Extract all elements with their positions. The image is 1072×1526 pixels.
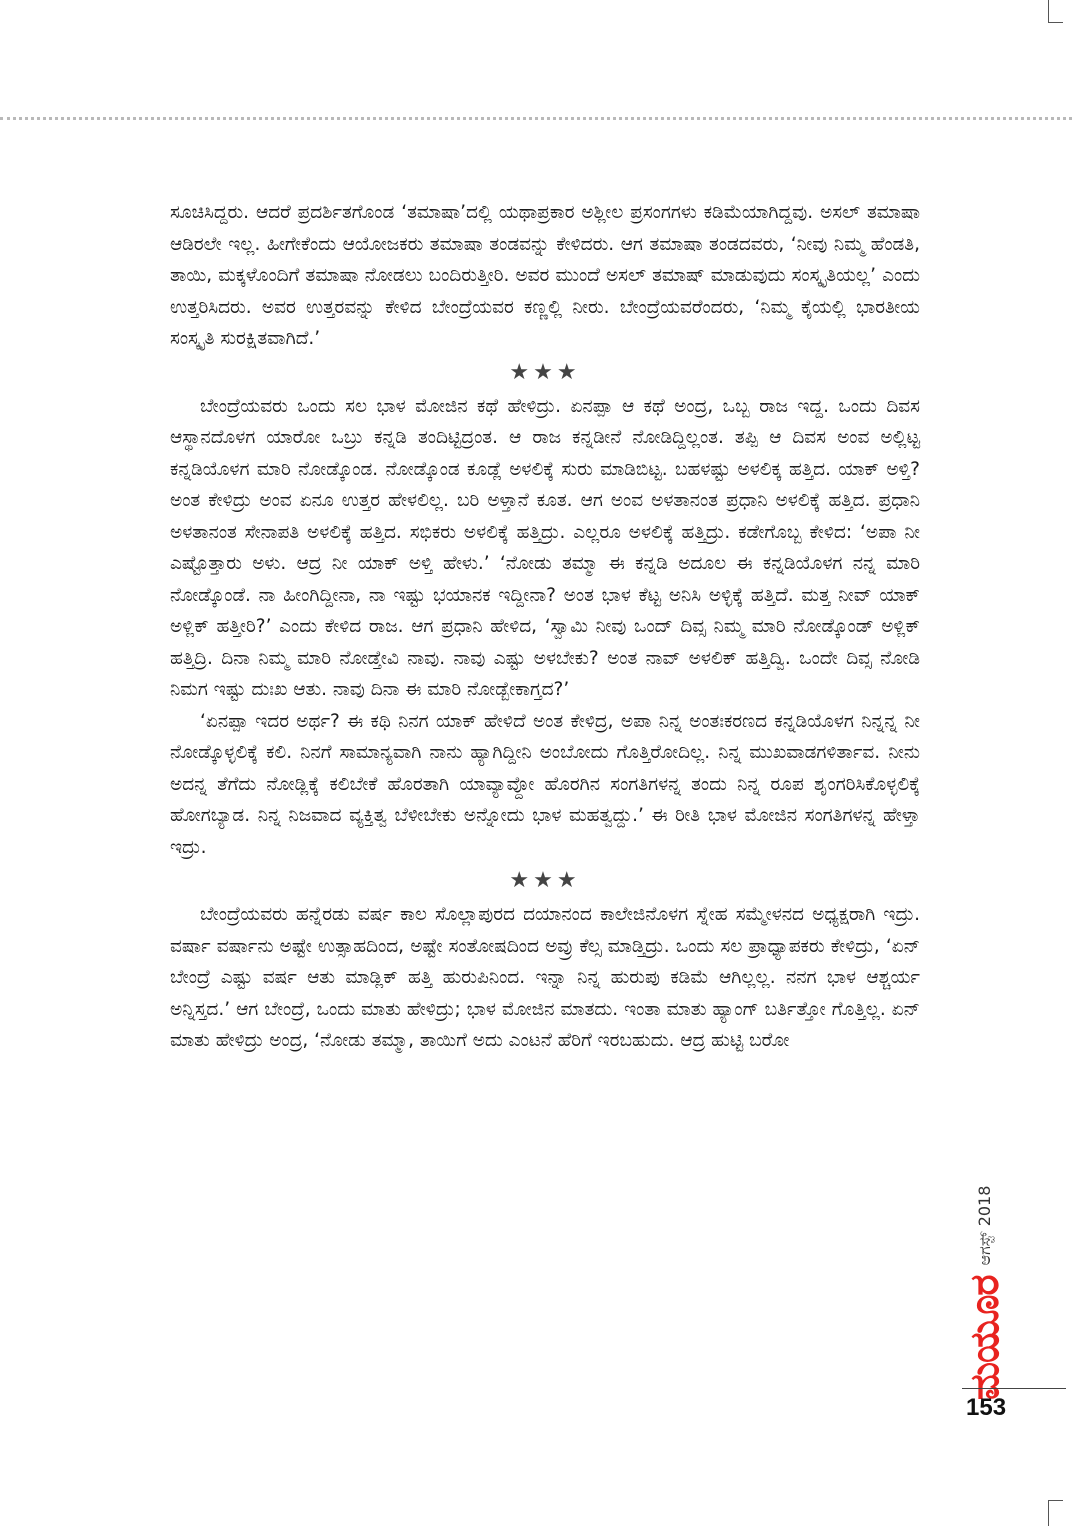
magazine-name: ಮಯೂರ <box>962 1275 1008 1400</box>
paragraph-2: ಬೇಂದ್ರೆಯವರು ಒಂದು ಸಲ ಭಾಳ ಮೋಜಿನ ಕಥೆ ಹೇಳಿದ್ರು. ಏನಪ್ಪಾ ಆ ಕಥೆ ಅಂದ್ರ, ಒಬ್ಬ ರಾಜ ಇದ್ದ. ಒಂದು ದಿವಸ ಆಸ್ಥಾನದೊಳಗ ಯಾರೋ ಒಬ್ರು ಕನ್ನಡಿ ತಂದಿಟ್ಟಿದ್ರಂತ. ಆ ರಾಜ ಕನ್ನಡೀನೆ ನೋಡಿದ್ದಿಲ್ಲಂತ. ತಪ್ಪಿ ಆ ದಿವಸ ಅಂವ ಅಲ್ಲಿಟ್ಟ ಕನ್ನಡಿಯೊಳಗ ಮಾರಿ ನೋಡ್ಕೊಂಡ. ನೋಡ್ಕೊಂಡ ಕೂಡ್ಲೆ ಅಳಲಿಕ್ಕೆ ಸುರು ಮಾಡಿಬಿಟ್ಟ. ಬಹಳಷ್ಟು ಅಳಲಿಕ್ಕ ಹತ್ತಿದ. ಯಾಕ್ ಅಳ್ತಿ? ಅಂತ ಕೇಳಿದ್ರು ಅಂವ ಏನೂ ಉತ್ತರ ಹೇಳಲಿಲ್ಲ. ಬರಿ ಅಳ್ತಾನೆ ಕೂತ. ಆಗ ಅಂವ ಅಳತಾನಂತ ಪ್ರಧಾನಿ ಅಳಲಿಕ್ಕೆ ಹತ್ತಿದ. ಪ್ರಧಾನಿ ಅಳತಾನಂತ ಸೇನಾಪತಿ ಅಳಲಿಕ್ಕೆ ಹತ್ತಿದ. ಸಭಿಕರು ಅಳಲಿಕ್ಕೆ ಹತ್ತಿದ್ರು. ಎಲ್ಲರೂ ಅಳಲಿಕ್ಕೆ ಹತ್ತಿದ್ರು. ಕಡೇಗೊಬ್ಬ ಕೇಳಿದ: ‘ಅಪಾ ನೀ ಎಷ್ಟೊತ್ತಾರು ಅಳು. ಆದ್ರ ನೀ ಯಾಕ್ ಅಳ್ತಿ ಹೇಳು.’ ‘ನೋಡು ತಮ್ಮಾ ಈ ಕನ್ನಡಿ ಅದೂಲ ಈ ಕನ್ನಡಿಯೊಳಗ ನನ್ನ ಮಾರಿ ನೋಡ್ಕೊಂಡೆ. ನಾ ಹೀಂಗಿದ್ದೀನಾ, ನಾ ಇಷ್ಟು ಭಯಾನಕ ಇದ್ದೀನಾ? ಅಂತ ಭಾಳ ಕೆಟ್ಟ ಅನಿಸಿ ಅಳ್ಳಿಕ್ಕೆ ಹತ್ತಿದೆ. ಮತ್ತ ನೀವ್ ಯಾಕ್ ಅಳ್ಲಿಕ್ ಹತ್ತೀರಿ?’ ಎಂದು ಕೇಳಿದ ರಾಜ. ಆಗ ಪ್ರಧಾನಿ ಹೇಳಿದ, ‘ಸ್ವಾಮಿ ನೀವು ಒಂದ್ ದಿವ್ಸ ನಿಮ್ಮ ಮಾರಿ ನೋಡ್ಕೊಂಡ್ ಅಳ್ಲಿಕ್ ಹತ್ತಿದ್ರಿ. ದಿನಾ ನಿಮ್ಮ ಮಾರಿ ನೋಡ್ತೇವಿ ನಾವು. ನಾವು ಎಷ್ಟು ಅಳಬೇಕು? ಅಂತ ನಾವ್ ಅಳಲಿಕ್ ಹತ್ತಿದ್ವಿ. ಒಂದೇ ದಿವ್ಸ ನೋಡಿ ನಿಮಗ ಇಷ್ಟು ದುಃಖ ಆತು. ನಾವು ದಿನಾ ಈ ಮಾರಿ ನೋಡ್ಬೇಕಾಗ್ತದ?’ <box>170 395 920 700</box>
magazine-side-label <box>962 1186 1008 1400</box>
page-number: 153 <box>966 1394 1007 1421</box>
paragraph-4: ಬೇಂದ್ರೆಯವರು ಹನ್ನೆರಡು ವರ್ಷ ಕಾಲ ಸೊಲ್ಲಾಪುರದ ದಯಾನಂದ ಕಾಲೇಜಿನೊಳಗ ಸ್ನೇಹ ಸಮ್ಮೇಳನದ ಅಧ್ಯಕ್ಷರಾಗಿ ಇದ್ರು. ವರ್ಷಾ ವರ್ಷಾನು ಅಷ್ಟೇ ಉತ್ಸಾಹದಿಂದ, ಅಷ್ಟೇ ಸಂತೋಷದಿಂದ ಅವ್ರು ಕೆಲ್ಸ ಮಾಡ್ತಿದ್ರು. ಒಂದು ಸಲ ಪ್ರಾಧ್ಯಾಪಕರು ಕೇಳಿದ್ರು, ‘ಏನ್ ಬೇಂದ್ರೆ ಎಷ್ಟು ವರ್ಷ ಆತು ಮಾಡ್ಲಿಕ್ ಹತ್ತಿ ಹುರುಪಿನಿಂದ. ಇನ್ನಾ ನಿನ್ನ ಹುರುಪು ಕಡಿಮೆ ಆಗಿಲ್ಲಲ್ಲ. ನನಗ ಭಾಳ ಆಶ್ಚರ್ಯ ಅನ್ನಿಸ್ತದ.’ ಆಗ ಬೇಂದ್ರೆ, ಒಂದು ಮಾತು ಹೇಳಿದ್ರು; ಭಾಳ ಮೋಜಿನ ಮಾತದು. ಇಂತಾ ಮಾತು ಹ್ಯಾಂಗ್ ಬರ್ತಿತ್ತೋ ಗೊತ್ತಿಲ್ಲ. ಏನ್ ಮಾತು ಹೇಳಿದ್ರು ಅಂದ್ರ, ‘ನೋಡು ತಮ್ಮಾ, ತಾಯಿಗೆ ಅದು ಎಂಟನೆ ಹೆರಿಗೆ ಇರಬಹುದು. ಆದ್ರ ಹುಟ್ಟಿ ಬರೋ <box>170 904 920 1051</box>
crop-mark-bottom <box>1048 1500 1063 1526</box>
crop-mark-top <box>1048 0 1063 23</box>
page-number-rule <box>962 1388 1066 1389</box>
section-separator-1: ★★★ <box>509 359 581 385</box>
paragraph-3: ‘ಏನಪ್ಪಾ ಇದರ ಅರ್ಥ? ಈ ಕಥಿ ನಿನಗ ಯಾಕ್ ಹೇಳಿದೆ ಅಂತ ಕೇಳಿದ್ರ, ಅಪಾ ನಿನ್ನ ಅಂತಃಕರಣದ ಕನ್ನಡಿಯೊಳಗ ನಿನ್ನನ್ನ ನೀ ನೋಡ್ಕೊಳ್ಳಲಿಕ್ಕೆ ಕಲಿ. ನಿನಗೆ ಸಾಮಾನ್ಯವಾಗಿ ನಾನು ಹ್ಯಾಗಿದ್ದೀನಿ ಅಂಬೋದು ಗೊತ್ತಿರೋದಿಲ್ಲ. ನಿನ್ನ ಮುಖವಾಡಗಳಿರ್ತಾವ. ನೀನು ಅದನ್ನ ತೆಗೆದು ನೋಡ್ಲಿಕ್ಕೆ ಕಲಿಬೇಕೆ ಹೊರತಾಗಿ ಯಾವ್ಯಾವ್ದೋ ಹೊರಗಿನ ಸಂಗತಿಗಳನ್ನ ತಂದು ನಿನ್ನ ರೂಪ ಶೃಂಗರಿಸಿಕೊಳ್ಳಲಿಕ್ಕೆ ಹೋಗಬ್ಯಾಡ. ನಿನ್ನ ನಿಜವಾದ ವ್ಯಕ್ತಿತ್ವ ಬೆಳೀಬೇಕು ಅನ್ನೋದು ಭಾಳ ಮಹತ್ವದ್ದು.’ ಈ ರೀತಿ ಭಾಳ ಮೋಜಿನ ಸಂಗತಿಗಳನ್ನ ಹೇಳ್ತಾ ಇದ್ರು. <box>170 710 920 858</box>
issue-date: ಆಗಸ್ಟ್ 2018 <box>975 1185 994 1266</box>
article-body <box>170 197 920 1057</box>
header-dotted-rule <box>0 117 1072 120</box>
section-separator-2: ★★★ <box>509 868 581 893</box>
paragraph-1: ಸೂಚಿಸಿದ್ದರು. ಆದರೆ ಪ್ರದರ್ಶಿತಗೊಂಡ ‘ತಮಾಷಾ’ದಲ್ಲಿ ಯಥಾಪ್ರಕಾರ ಅಶ್ಲೀಲ ಪ್ರಸಂಗಗಳು ಕಡಿಮೆಯಾಗಿದ್ದವು. ಅಸಲ್ ತಮಾಷಾ ಆಡಿರಲೇ ಇಲ್ಲ. ಹೀಗೇಕೆಂದು ಆಯೋಜಕರು ತಮಾಷಾ ತಂಡವನ್ನು ಕೇಳಿದರು. ಆಗ ತಮಾಷಾ ತಂಡದವರು, ‘ನೀವು ನಿಮ್ಮ ಹೆಂಡತಿ, ತಾಯಿ, ಮಕ್ಕಳೊಂದಿಗೆ ತಮಾಷಾ ನೋಡಲು ಬಂದಿರುತ್ತೀರಿ. ಅವರ ಮುಂದೆ ಅಸಲ್ ತಮಾಷ್ ಮಾಡುವುದು ಸಂಸ್ಕೃತಿಯಲ್ಲ’ ಎಂದು ಉತ್ತರಿಸಿದರು. ಅವರ ಉತ್ತರವನ್ನು ಕೇಳಿದ ಬೇಂದ್ರೆಯವರ ಕಣ್ಣಲ್ಲಿ ನೀರು. ಬೇಂದ್ರೆಯವರೆಂದರು, ‘ನಿಮ್ಮ ಕೈಯಲ್ಲಿ ಭಾರತೀಯ ಸಂಸ್ಕೃತಿ ಸುರಕ್ಷಿತವಾಗಿದೆ.’ <box>170 202 920 349</box>
